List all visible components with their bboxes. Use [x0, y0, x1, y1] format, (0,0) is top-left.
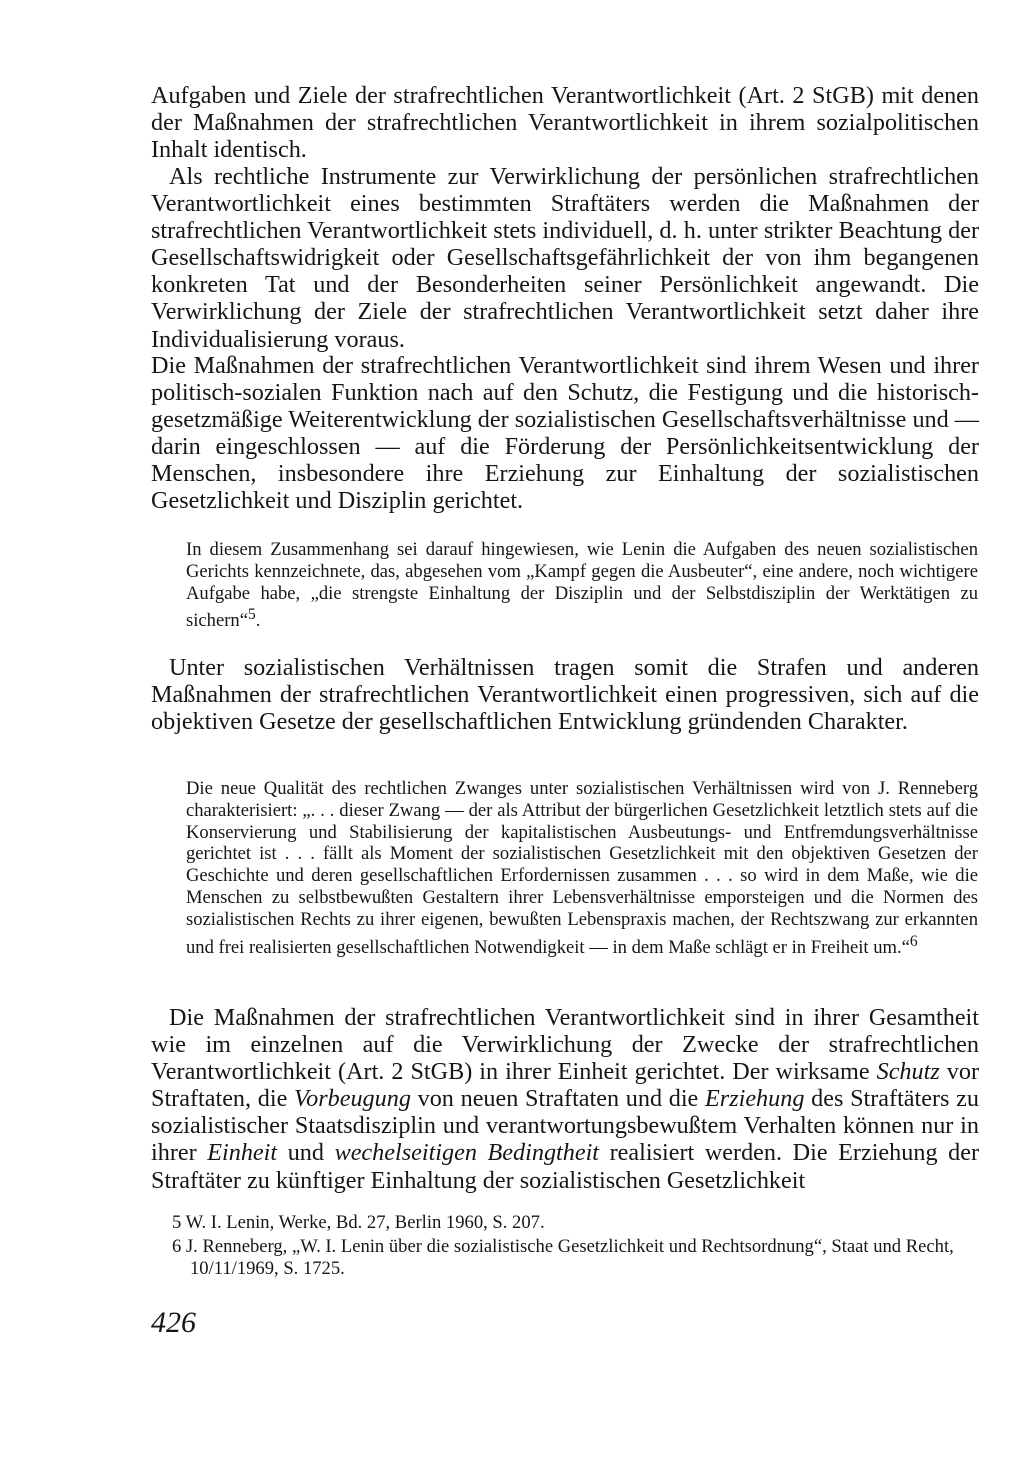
footnote-ref-6: 6: [909, 932, 918, 950]
page-number: 426: [151, 1306, 196, 1339]
emphasis-vorbeugung: Vorbeugung: [294, 1085, 411, 1113]
emphasis-schutz: Schutz: [876, 1058, 940, 1086]
paragraph-5-part-4: des Straftäters zu sozialistischer Staatsdisziplin und verantwortungsbewußtem Verhalten können nur in ihrer: [151, 1085, 979, 1167]
paragraph-3: Die Maßnahmen der strafrechtlichen Verantwortlichkeit sind ihrem Wesen und ihrer politisch-sozialen Funktion nach auf den Schutz, die Festigung und die historisch-gesetzmäßige Weiterentwicklung der sozialistischen Gesellschaftsverhältnisse und — darin eingeschlossen — auf die Förderung der Persönlichkeitsentwicklung der Menschen, insbesondere ihre Erziehung zur Einhaltung der sozialistischen Gesetzlichkeit und Disziplin gerichtet.: [151, 352, 979, 515]
footnotes: [172, 1212, 978, 1280]
block-quote-1: In diesem Zusammenhang sei darauf hingewiesen, wie Lenin die Aufgaben des neuen sozialistischen Gerichts kennzeichnete, das, abgesehen vom „Kampf gegen die Ausbeuter“, eine andere, noch wichtigere Aufgabe habe, „die strengste Einhaltung der Disziplin und der Selbstdisziplin der Werktätigen zu sichern“$^5$.: [186, 539, 978, 632]
emphasis-bedingtheit: wechelseitigen Bedingtheit: [334, 1139, 600, 1167]
paragraph-5-part-2: vor Straftaten, die: [151, 1058, 979, 1113]
block-quote-2-text: Die neue Qualität des rechtlichen Zwanges unter sozialistischen Verhältnissen wird von J. Renneberg charakterisiert: „. . . dieser Zwang — der als Attribut der bürgerlichen Gesetzlichkeit letztlich stets auf die Konservierung und Stabilisierung der kapitalistischen Ausbeutungs- und Entfremdungsverhältnisse gerichtet ist . . . fällt als Moment der sozialistischen Gesetzlichkeit mit den objektiven Gesetzen der Geschichte und deren gesellschaftlichen Erfordernissen zusammen . . . so wird in dem Maße, wie die Menschen zu selbstbewußten Gestaltern ihrer Lebensverhältnisse emporsteigen und die Normen des sozialistischen Rechts zu ihrer eigenen, bewußten Lebenspraxis machen, der Rechtszwang zur erkannten und frei realisierten gesellschaftlichen Notwendigkeit — in dem Maße schlägt er in Freiheit um.“: [186, 778, 978, 958]
footnote-6: 6 J. Renneberg, „W. I. Lenin über die sozialistische Gesetzlichkeit und Rechtsordnung“, Staat und Recht, 10/11/1969, S. 1725.: [172, 1236, 954, 1279]
paragraph-1: Aufgaben und Ziele der strafrechtlichen Verantwortlichkeit (Art. 2 StGB) mit denen der Maßnahmen der strafrechtlichen Verantwortlichkeit in ihrem sozialpolitischen Inhalt identisch.: [151, 82, 979, 164]
block-quote-2: [186, 778, 978, 959]
paragraph-5-part-5: und: [277, 1139, 335, 1167]
paragraph-2: Als rechtliche Instrumente zur Verwirklichung der persönlichen strafrechtlichen Verantwortlichkeit eines bestimmten Straftäters werden die Maßnahmen der strafrechtlichen Verantwortlichkeit stets individuell, d. h. unter strikter Beachtung der Gesellschaftswidrigkeit oder Gesellschaftsgefährlichkeit der von ihm begangenen konkreten Tat und der Besonderheiten seiner Persönlichkeit angewandt. Die Verwirklichung der Ziele der strafrechtlichen Verantwortlichkeit setzt daher ihre Individualisierung voraus.: [151, 163, 979, 353]
paragraph-5-part-1: Die Maßnahmen der strafrechtlichen Verantwortlichkeit sind in ihrer Gesamtheit wie im einzelnen auf die Verwirklichung der Zwecke der strafrechtlichen Verantwortlichkeit (Art. 2 StGB) in ihrer Einheit gerichtet. Der wirksame: [151, 1004, 979, 1086]
emphasis-erziehung: Erziehung: [705, 1085, 805, 1113]
paragraph-5: [151, 1004, 979, 1194]
paragraph-5-part-3: von neuen Straftaten und die: [410, 1085, 705, 1113]
footnote-5: 5 W. I. Lenin, Werke, Bd. 27, Berlin 1960, S. 207.: [172, 1212, 545, 1233]
paragraph-4: Unter sozialistischen Verhältnissen tragen somit die Strafen und anderen Maßnahmen der strafrechtlichen Verantwortlichkeit einen progressiven, sich auf die objektiven Gesetze der gesellschaftlichen Entwicklung gründenden Charakter.: [151, 654, 979, 736]
emphasis-einheit: Einheit: [207, 1139, 278, 1167]
paragraph-5-part-6: realisiert werden. Die Erziehung der Straftäter zu künftiger Einhaltung der sozialistischen Gesetzlichkeit: [151, 1139, 980, 1194]
footnote-ref-5: 5: [247, 606, 256, 624]
block-quote-1-text: In diesem Zusammenhang sei darauf hingewiesen, wie Lenin die Aufgaben des neuen sozialistischen Gerichts kennzeichnete, das, abgesehen vom „Kampf gegen die Ausbeuter“, eine andere, noch wichtigere Aufgabe habe, „die strengste Einhaltung der Disziplin und der Selbstdisziplin der Werktätigen zu sichern“: [186, 539, 978, 632]
